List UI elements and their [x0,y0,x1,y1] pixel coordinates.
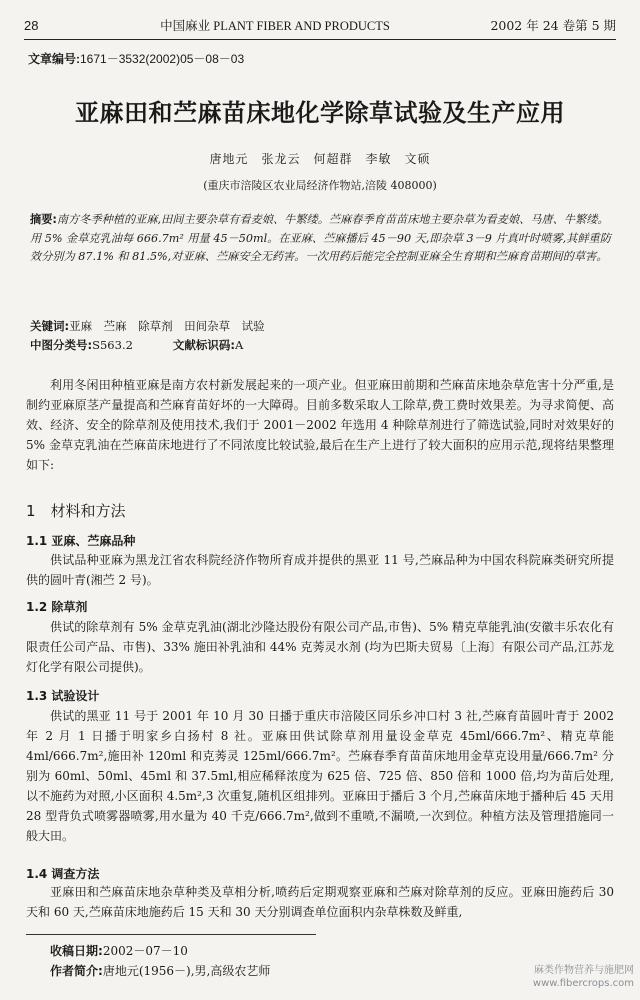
author-bio-label: 作者简介: [50,964,103,978]
section-heading: 1 材料和方法 [26,502,126,520]
clc-label: 中图分类号: [30,338,93,352]
header-rule [24,39,616,40]
keywords [30,318,614,334]
subsection-paragraph: 供试品种亚麻为黑龙江省农科院经济作物所育成并提供的黑亚 11 号,苎麻品种为中国农科院麻类研究所提供的圆叶青(湘苎 2 号)。 [26,553,614,587]
article-title: 亚麻田和苎麻苗床地化学除草试验及生产应用 [75,99,565,127]
abstract [30,211,614,267]
subsection-paragraph: 亚麻田和苎麻苗床地杂草种类及草相分析,喷药后定期观察亚麻和苎麻对除草剂的反应。亚麻田施药后 30 天和 60 天,苎麻苗床地施药后 15 天和 30 天分别调查单位面积内杂草株数及鲜重, [26,885,614,919]
classification [30,337,614,353]
page-number: 28 [24,17,39,33]
subsection-heading: 1.3 试验设计 [26,689,100,703]
article-number-value: 1671－3532(2002)05－08－03 [80,52,245,66]
subsection-heading: 1.2 除草剂 [26,600,88,614]
abstract-text: 南方冬季种植的亚麻,田间主要杂草有看麦娘、牛繁缕。苎麻春季育苗苗床地主要杂草为看麦娘、马唐、牛繁缕。用 5% 金草克乳油每 666.7m² 用量 45－50ml。在亚麻、苎麻播后 45－90 天,即杂草 3－9 片真叶时喷雾,其鲜重防效分别为 87.1% 和 81.5%,对亚麻、苎麻安全无药害。一次用药后能完全控制亚麻全生育期和苎麻育苗期间的草害。 [30,213,611,263]
received-value: 2002－07－10 [102,944,188,958]
article-number [28,50,244,67]
doc-code-label: 文献标识码: [172,338,236,352]
watermark-url: www.fibercrops.com [532,978,634,989]
received-date [50,942,188,959]
clc-value: S563.2 [92,338,133,352]
journal-name: 中国麻业 PLANT FIBER AND PRODUCTS [160,19,390,33]
issue-info: 2002 年 24 卷第 5 期 [490,18,616,33]
keywords-label: 关键词: [30,319,70,333]
author-list: 唐地元 张龙云 何超群 李敏 文硕 [209,152,431,166]
received-label: 收稿日期: [50,944,103,958]
running-header [24,14,616,36]
author-bio-value: 唐地元(1956－),男,高级农艺师 [102,964,271,978]
subsection-heading: 1.1 亚麻、苎麻品种 [26,534,136,548]
affiliation: (重庆市涪陵区农业局经济作物站,涪陵 408000) [203,179,437,192]
subsection-paragraph: 供试的除草剂有 5% 金草克乳油(湖北沙隆达股份有限公司产品,市售)、5% 精克草能乳油(安徽丰乐农化有限责任公司产品、市售)、33% 施田补乳油和 44% 克莠灵水剂 (均为巴斯夫贸易〔上海〕有限公司产品,江苏龙灯化学有限公司提供)。 [26,620,614,674]
keywords-text: 亚麻 苎麻 除草剂 田间杂草 试验 [69,319,265,333]
subsection-heading: 1.4 调查方法 [26,867,100,881]
watermark [533,964,634,990]
doc-code-value: A [235,338,244,352]
abstract-label: 摘要: [30,213,57,226]
subsection-paragraph: 供试的黑亚 11 号于 2001 年 10 月 30 日播于重庆市涪陵区同乐乡冲口村 3 社,苎麻育苗圆叶青于 2002 年 2 月 1 日播于明家乡白扬村 8 社。亚麻田供试除草剂用量设金草克 45ml/666.7m²、精克草能 4ml/666.7m²,施田补 120ml 和克莠灵 125ml/666.7m²。苎麻春季育苗苗床地用金草克设用量/666.7m² 分别为 60ml、50ml、45ml 和 37.5ml,相应稀释浓度为 625 倍、725 倍、850 倍和 1000 倍,均为苗后处理,以不施药为对照,小区面积 4.5m²,3 次重复,随机区组排列。亚麻田于播后 3 个月,苎麻苗床地于播种后 45 天用 28 型背负式喷雾器喷雾,用水量为 40 千克/666.7m²,做到不重喷,不漏喷,一次到位。种植方法及管理措施同一般大田。 [26,709,614,843]
article-number-label: 文章编号: [28,52,80,66]
intro-paragraph: 利用冬闲田种植亚麻是南方农村新发展起来的一项产业。但亚麻田前期和苎麻苗床地杂草危害十分严重,是制约亚麻原茎产量提高和苎麻育苗好坏的一大障碍。目前多数采取人工除草,费工费时效果差。为寻求简便、高效、经济、安全的除草剂及使用技术,我们于 2001－2002 年选用 4 种除草剂进行了筛选试验,同时对效果好的 5% 金草克乳油在苎麻苗床地进行了不同浓度比较试验,最后在生产上进行了较大面积的应用示范,现将结果整理如下: [26,378,614,472]
footnote-rule [26,934,316,935]
author-bio [50,962,270,979]
watermark-line: 麻类作物营养与施肥网 [534,965,634,976]
